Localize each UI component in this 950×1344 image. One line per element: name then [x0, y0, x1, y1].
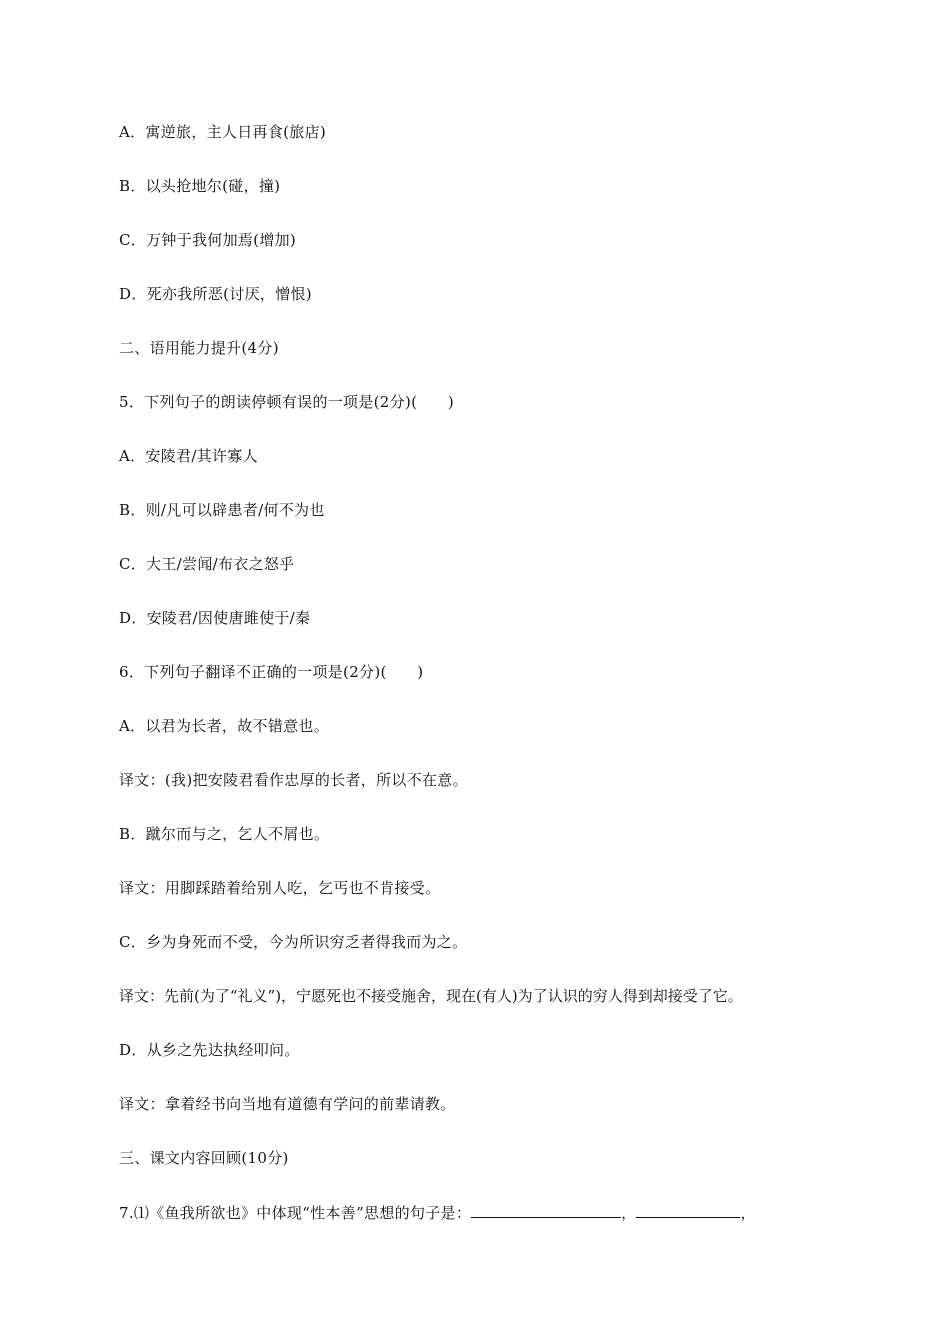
separator-comma-1: ， [621, 1204, 637, 1222]
option-a-lvdian: A．寓逆旅，主人日再食(旅店) [119, 123, 327, 141]
section-heading-3: 三、课文内容回顾(10分) [119, 1149, 289, 1167]
q6-option-b: B．蹴尔而与之，乞人不屑也。 [119, 825, 330, 843]
q5-option-b: B．则/凡可以辟患者/何不为也 [119, 501, 325, 519]
q6-option-c-translation: 译文：先前(为了“礼义”)，宁愿死也不接受施舍，现在(有人)为了认识的穷人得到却接受了它。 [119, 987, 743, 1005]
separator-comma-2: ， [740, 1204, 756, 1222]
answer-blank-1[interactable] [471, 1202, 621, 1218]
q6-option-a: A．以君为长者，故不错意也。 [119, 717, 330, 735]
question-7 [119, 1202, 756, 1223]
question-5: 5．下列句子的朗读停顿有误的一项是(2分)( ) [119, 393, 454, 411]
q5-option-d: D．安陵君/因使唐雎使于/秦 [119, 609, 311, 627]
q6-option-a-translation: 译文：(我)把安陵君看作忠厚的长者，所以不在意。 [119, 771, 468, 789]
q6-option-d: D．从乡之先达执经叩问。 [119, 1041, 300, 1059]
option-c-wanzhong: C．万钟于我何加焉(增加) [119, 231, 297, 249]
q6-option-d-translation: 译文：拿着经书向当地有道德有学问的前辈请教。 [119, 1095, 456, 1113]
q6-option-c: C．乡为身死而不受，今为所识穷乏者得我而为之。 [119, 933, 468, 951]
section-heading-2: 二、语用能力提升(4分) [119, 339, 279, 357]
answer-blank-2[interactable] [636, 1202, 740, 1218]
q5-option-a: A．安陵君/其许寡人 [119, 447, 258, 465]
question-6: 6．下列句子翻译不正确的一项是(2分)( ) [119, 663, 424, 681]
option-d-siyi: D．死亦我所恶(讨厌，憎恨) [119, 285, 312, 303]
option-b-qiangdi: B．以头抢地尔(碰，撞) [119, 177, 281, 195]
question-7-prompt: 7.⑴《鱼我所欲也》中体现“性本善”思想的句子是： [119, 1204, 472, 1222]
q6-option-b-translation: 译文：用脚踩踏着给别人吃，乞丐也不肯接受。 [119, 879, 441, 897]
q5-option-c: C．大王/尝闻/布衣之怒乎 [119, 555, 295, 573]
